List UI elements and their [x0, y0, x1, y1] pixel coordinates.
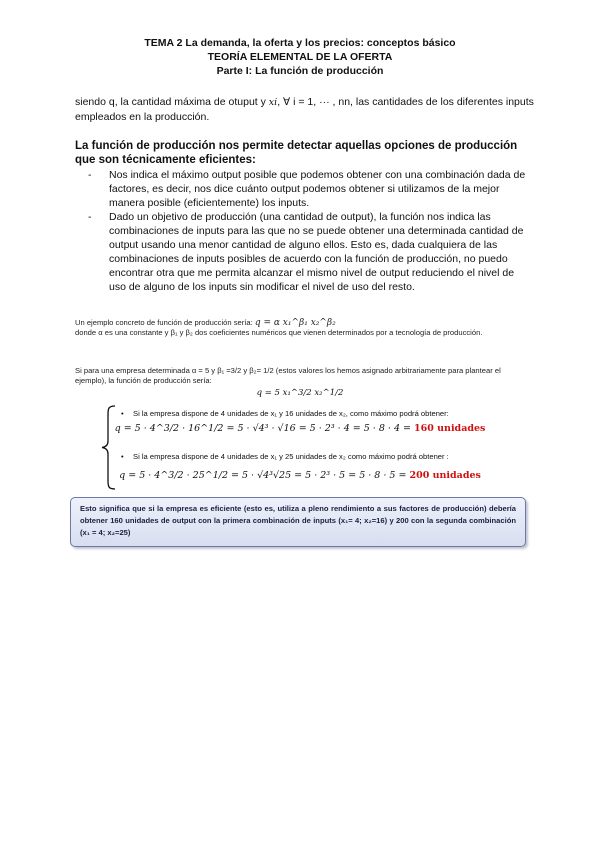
example-parameters: Si para una empresa determinada α = 5 y β₁ =3/2 y β₂= 1/2 (estos valores los hemos asignado arbitrariamente para plantear el ejemplo), la función de producción sería:: [75, 366, 501, 385]
case2-formula: q = 5 · 4^3/2 · 25^1/2 = 5 · √4³√25 = 5 · 2³ · 5 = 5 · 8 · 5 =: [119, 470, 407, 481]
list-item: [88, 210, 526, 294]
list-item-text: Dado un objetivo de producción (una cantidad de output), la función nos indica las combinaciones de inputs para las que no se puede obtener una determinada cantidad de output usando una menor cantidad de alguno ellos. Esto es, dada cualquiera de las combinaciones de inputs posibles de acuerdo con la función de producción, no puedo encontrar otra que me permita alcanzar el mismo nivel de output reduciendo el nivel de uso de alguno de los inputs sin modificar el nivel de uso del resto.: [109, 211, 524, 293]
dash-marker: -: [88, 169, 92, 181]
case1-formula-line: [0, 423, 600, 434]
case1-result: 160 unidades: [414, 423, 486, 434]
case2-formula-line: [0, 470, 600, 481]
list-item: [88, 168, 526, 210]
dash-marker: -: [88, 211, 92, 223]
section-title: TEORÍA ELEMENTAL DE LA OFERTA: [207, 51, 393, 63]
example-line2: donde α es una constante y β₁ y β₂ dos coeficientes numéricos que vienen determinados por a tecnología de producción.: [75, 328, 483, 337]
case2-result: 200 unidades: [409, 470, 481, 481]
case2-text: Si la empresa dispone de 4 unidades de x₁ y 25 unidades de x₂ como máximo podrá obtener :: [133, 452, 449, 461]
case1-text: Si la empresa dispone de 4 unidades de x₁ y 16 unidades de x₂, como máximo podrá obtener:: [133, 409, 449, 418]
case1-formula: q = 5 · 4^3/2 · 16^1/2 = 5 · √4³ · √16 = 5 · 2³ · 4 = 5 · 8 · 4 =: [114, 423, 411, 434]
example-formula: q = α x₁^β₁ x₂^β₂: [254, 318, 336, 328]
intro-variable: xi: [268, 97, 278, 108]
example-intro: [75, 318, 525, 338]
intro-paragraph: [75, 95, 535, 124]
section-heading: La función de producción nos permite detectar aquellas opciones de producción que son técnicamente eficientes:: [75, 140, 518, 166]
document-header: [0, 36, 600, 78]
bullet-list: [88, 168, 526, 294]
production-function-equation: q = 5 x₁^3/2 x₂^1/2: [256, 388, 344, 398]
conclusion-callout: Esto significa que si la empresa es eficiente (esto es, utiliza a pleno rendimiento a sus factores de producción) debería obtener 160 unidades de output con la primera combinación de inputs (x₁= 4; x₂=16) y 200 con la segunda combinación (x₁ = 4; x₂=25): [70, 497, 526, 547]
bullet-dot: •: [121, 409, 124, 418]
bullet-dot: •: [121, 452, 124, 461]
list-item-text: Nos indica el máximo output posible que podemos obtener con una combinación dada de factores, es decir, nos dice cuánto output podemos obtener si utilizamos de la mejor manera posible (eficientemente) los inputs.: [109, 169, 526, 209]
topic-title: TEMA 2 La demanda, la oferta y los precios: conceptos básico: [144, 37, 456, 49]
intro-text-2: , ∀ i = 1, ··· , nn, las cantidades de los diferentes inputs empleados en la producción.: [75, 96, 534, 123]
intro-text-1: siendo q, la cantidad máxima de otuput y: [75, 96, 266, 108]
part-title: Parte I: La función de producción: [216, 65, 384, 77]
example-line1: Un ejemplo concreto de función de producción sería:: [75, 318, 253, 327]
